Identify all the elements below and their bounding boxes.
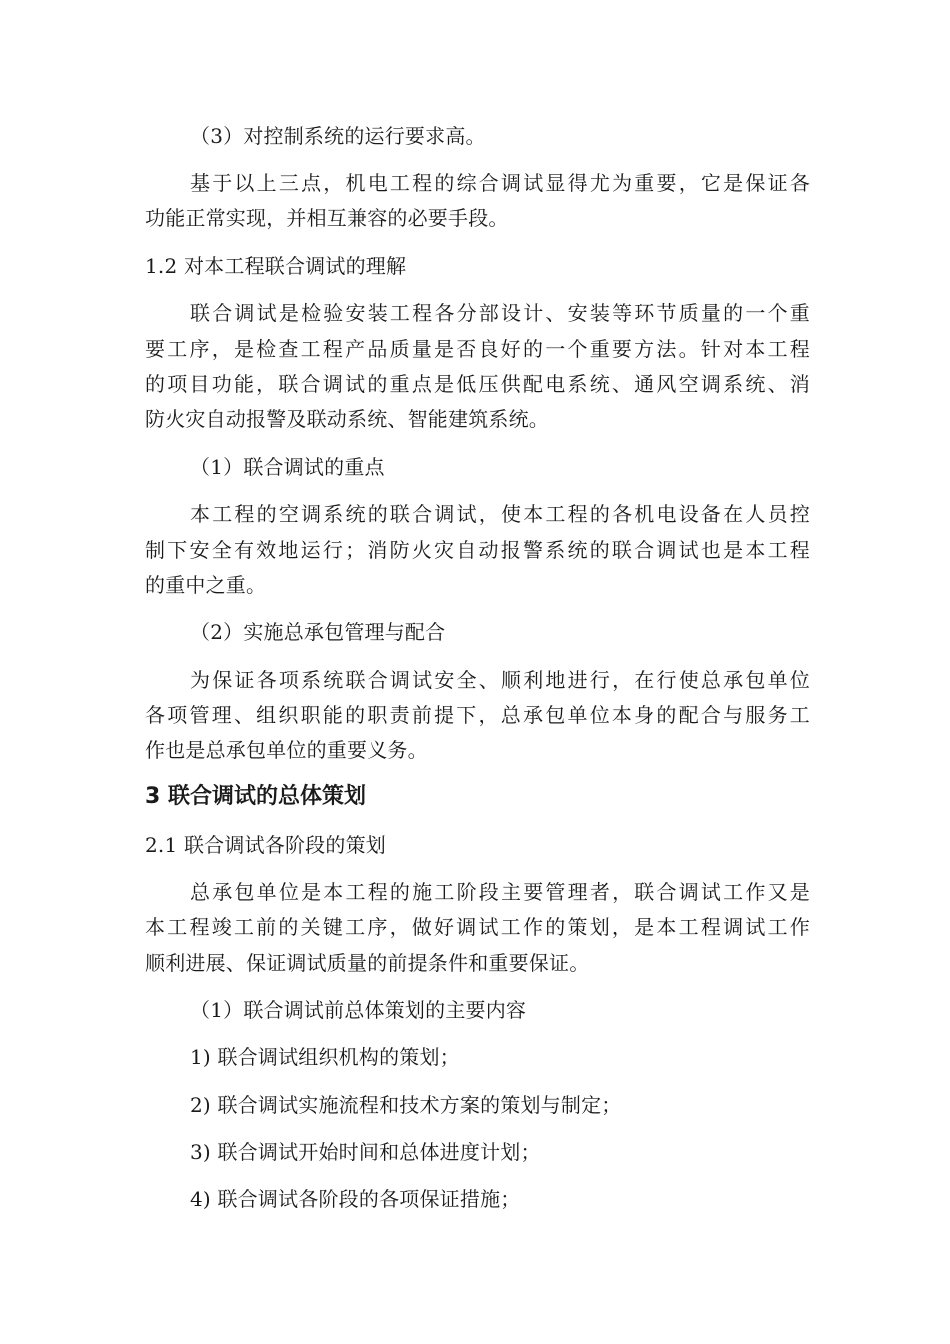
list-item: 4) 联合调试各阶段的各项保证措施； xyxy=(190,1187,521,1211)
section-heading-1-2: 1.2 对本工程联合调试的理解 xyxy=(145,254,407,278)
paragraph-line: 基于以上三点，机电工程的综合调试显得尤为重要，它是保证各 xyxy=(190,171,810,195)
paragraph-line: 本工程的空调系统的联合调试，使本工程的各机电设备在人员控 xyxy=(190,502,810,526)
subheading: （1）联合调试的重点 xyxy=(190,455,385,479)
list-item: 3) 联合调试开始时间和总体进度计划； xyxy=(190,1140,541,1164)
paragraph-line: 总承包单位是本工程的施工阶段主要管理者，联合调试工作又是 xyxy=(190,880,810,904)
paragraph-line: 防火灾自动报警及联动系统、智能建筑系统。 xyxy=(145,407,549,431)
paragraph-line: 为保证各项系统联合调试安全、顺利地进行，在行使总承包单位 xyxy=(190,668,810,692)
paragraph-line: 顺利进展、保证调试质量的前提条件和重要保证。 xyxy=(145,951,590,975)
paragraph-line: 制下安全有效地运行；消防火灾自动报警系统的联合调试也是本工程 xyxy=(145,538,810,562)
paragraph-line: 的项目功能，联合调试的重点是低压供配电系统、通风空调系统、消 xyxy=(145,372,810,396)
subheading: （1）联合调试前总体策划的主要内容 xyxy=(190,998,527,1022)
paragraph-line: 各项管理、组织职能的职责前提下，总承包单位本身的配合与服务工 xyxy=(145,703,810,727)
list-item-3: （3）对控制系统的运行要求高。 xyxy=(190,124,486,148)
paragraph-line: 要工序，是检查工程产品质量是否良好的一个重要方法。针对本工程 xyxy=(145,337,810,361)
paragraph-line: 本工程竣工前的关键工序，做好调试工作的策划，是本工程调试工作 xyxy=(145,915,810,939)
paragraph-line: 的重中之重。 xyxy=(145,573,267,597)
section-heading-2-1: 2.1 联合调试各阶段的策划 xyxy=(145,833,386,857)
list-item: 2) 联合调试实施流程和技术方案的策划与制定； xyxy=(190,1093,622,1117)
paragraph-line: 功能正常实现，并相互兼容的必要手段。 xyxy=(145,206,509,230)
subheading: （2）实施总承包管理与配合 xyxy=(190,620,446,644)
paragraph-line: 联合调试是检验安装工程各分部设计、安装等环节质量的一个重 xyxy=(190,301,810,325)
section-heading-3: 3 联合调试的总体策划 xyxy=(145,784,366,809)
list-item: 1) 联合调试组织机构的策划； xyxy=(190,1045,460,1069)
paragraph-line: 作也是总承包单位的重要义务。 xyxy=(145,738,428,762)
